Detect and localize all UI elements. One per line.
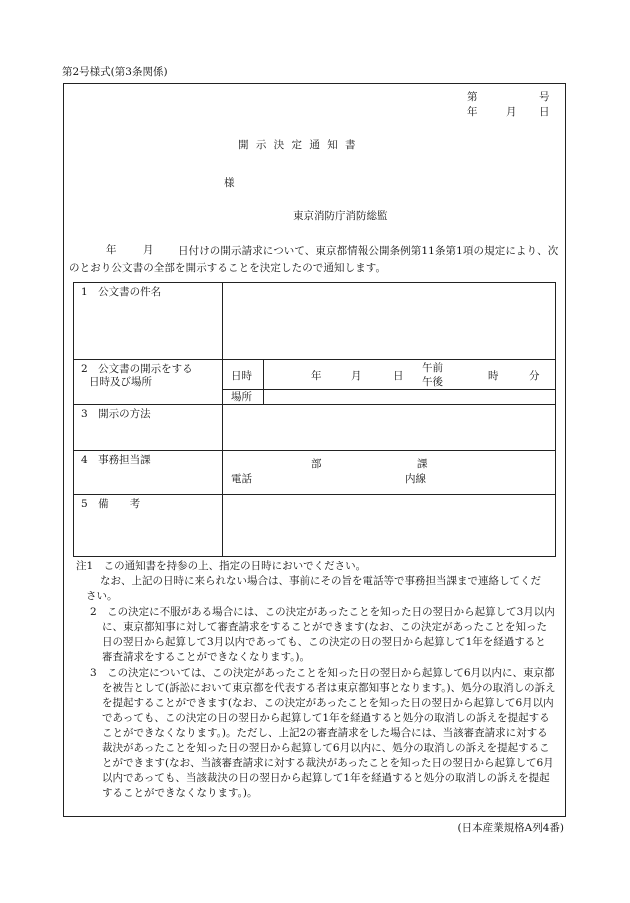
row3-value	[223, 405, 556, 451]
dt-minute: 分	[529, 370, 540, 382]
dt-day: 日	[393, 370, 404, 382]
phone-label: 電話	[231, 473, 252, 485]
note-2: 2 この決定に不服がある場合には、この決定があったことを知った日の翌日から起算して3月以内に、東京都知事に対して審査請求をすることができます(なお、この決定があったことを知った日の翌日から起算して3月以内であっても、この決定の日の翌日から起算して1年を経過すると審査請求をすることができなくなります。)。	[90, 606, 555, 663]
dt-year: 年	[311, 370, 322, 382]
info-table	[73, 282, 556, 557]
dt-hour: 時	[488, 370, 499, 382]
row1-value	[223, 283, 556, 360]
bu-label: 部	[311, 458, 322, 470]
dt-month: 月	[351, 370, 362, 382]
number-prefix: 第	[467, 91, 478, 103]
ka-label: 課	[417, 458, 428, 470]
row2-value	[223, 360, 556, 405]
extension-label: 内線	[405, 473, 426, 485]
note-1-cont: なお、上記の日時に来られない場合は、事前にその旨を電話等で事務担当課まで連絡してください。	[86, 575, 541, 602]
document-title: 開 示 決 定 通 知 書	[238, 139, 358, 151]
form-label: 第2号様式(第3条関係)	[62, 66, 168, 78]
footer-note: (日本産業規格A列4番)	[457, 822, 564, 834]
intro-month: 月	[143, 244, 154, 256]
row2-label-line1: 2 公文書の開示をする	[81, 363, 193, 375]
row1-label: 1 公文書の件名	[74, 283, 223, 360]
place-label: 場所	[231, 391, 252, 403]
row5-label: 5 備 考	[74, 495, 223, 557]
row4-value	[223, 451, 556, 495]
date-month: 月	[506, 106, 517, 118]
intro-body: 日付けの開示請求について、東京都情報公開条例第11条第1項の規定により、次のとおり公文書の全部を開示することを決定したので通知します。	[69, 245, 559, 274]
recipient-suffix: 様	[224, 177, 235, 189]
intro-year: 年	[106, 244, 117, 256]
note-3: 3 この決定については、この決定があったことを知った日の翌日から起算して6月以内に、東京都を被告として(訴訟において東京都を代表する者は東京都知事となります。)、処分の取消しの訴えを提起することができます(なお、この決定があったことを知った日の翌日から起算して6月以内であっても、この決定の日の翌日から起算して1年を経過すると処分の取消しの訴えを提起することができなくなります。)。ただし、上記2の審査請求をした場合には、当該審査請求に対する裁決があったことを知った日の翌日から起算して6月以内に、処分の取消しの訴えを提起することができます(なお、当該審査請求に対する裁決があったことを知った日の翌日から起算して6月以内であっても、当該裁決の日の翌日から起算して1年を経過すると処分の取消しの訴えを提起することができなくなります。)。	[90, 667, 556, 799]
number-suffix: 号	[539, 91, 550, 103]
dt-am: 午前	[422, 362, 443, 374]
row2-label-line2: 日時及び場所	[89, 375, 152, 388]
date-day: 日	[539, 106, 550, 118]
row4-label: 4 事務担当課	[74, 451, 223, 495]
datetime-label: 日時	[231, 370, 252, 382]
row2-label	[74, 360, 223, 405]
note-1-head: 注1 この通知書を持参の上、指定の日時においでください。	[76, 560, 367, 572]
row3-label: 3 開示の方法	[74, 405, 223, 451]
date-year: 年	[467, 106, 478, 118]
dt-pm: 午後	[422, 376, 443, 388]
issuer: 東京消防庁消防総監	[293, 210, 388, 222]
row5-value	[223, 495, 556, 557]
